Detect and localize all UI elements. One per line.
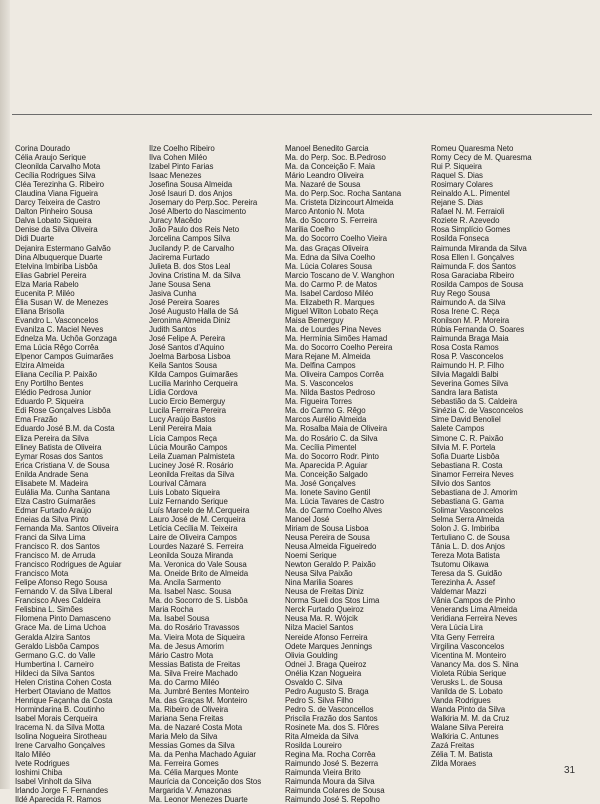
name-entry: Eliney Batista de Oliveira [15, 442, 102, 452]
name-entry: Ma. Figueira Torres [285, 397, 352, 407]
name-entry: José Augusto Halla de Sá [149, 306, 239, 316]
name-entry: Eulália Ma. Cunha Santana [15, 487, 110, 497]
name-entry: Ronilson M. P. Moreira [431, 315, 510, 325]
name-entry: Francisco Rodrigues de Aguiar [15, 560, 122, 570]
name-entry: Ma. da Penha Machado Aguiar [149, 750, 256, 760]
name-entry: Rosa Simplício Gomes [431, 225, 511, 235]
name-entry: Henrique Façanha da Costa [15, 695, 113, 705]
name-entry: Veridiana Ferreira Neves [431, 614, 518, 624]
name-entry: Vanda Rodrigues [431, 695, 491, 705]
name-entry: Raimundo José S. Repolho [285, 795, 380, 804]
name-entry: Raimundo José S. Bezerra [285, 759, 379, 769]
name-entry: Tereza Mota Batista [431, 551, 500, 561]
name-entry: Hormindarina B. Coutinho [15, 704, 105, 714]
name-entry: Severina Gomes Silva [431, 379, 509, 389]
name-entry: Ma. Vieira Mota de Siqueira [149, 632, 245, 642]
name-entry: Sandra Iara Batista [431, 388, 498, 398]
name-entry: Sebastiana G. Gama [431, 496, 504, 506]
name-entry: Newton Geraldo P. Paixão [285, 560, 376, 570]
name-entry: Ma. Leonor Menezes Duarte [149, 795, 248, 804]
name-entry: Ema Lúcia Rêgo Corrêa [15, 343, 99, 353]
name-entry: Izabel Pinto Farias [149, 162, 214, 172]
name-entry: Maria Melo da Silva [149, 732, 218, 742]
name-entry: Marilia Coelho [285, 225, 335, 235]
name-entry: Corina Dourado [15, 144, 71, 153]
name-entry: Germano G.C. do Valle [15, 650, 96, 660]
name-entry: Valdemar Mazzi [431, 587, 487, 597]
name-entry: Noemi Serique [285, 551, 337, 561]
name-entry: Jovina Cristina M. da Silva [149, 270, 241, 280]
name-entry: Silvia M. F. Portela [431, 442, 496, 452]
name-entry: Ma. Veronica do Vale Sousa [149, 560, 247, 570]
name-entry: Ma. do Carmo Miléo [149, 677, 220, 687]
name-entry: Violeta Rúbia Serique [431, 668, 507, 678]
name-entry: Jacirema Furtado [149, 252, 210, 262]
name-entry: Elza Castro Guimarães [15, 496, 96, 506]
name-entry: Zazá Freitas [431, 741, 475, 751]
name-entry: Rosimary Colares [431, 180, 493, 190]
name-entry: Lucy Araújo Bastos [149, 415, 216, 425]
name-entry: Nerck Furtado Queiroz [285, 605, 364, 615]
name-entry: Francisco Alves Caldeira [15, 596, 101, 606]
name-entry: Irene Carvalho Gonçalves [15, 741, 106, 751]
name-entry: Vera Lúcia Lira [431, 623, 483, 633]
name-entry: Élia Susan W. de Menezes [15, 297, 109, 307]
name-entry: Odnei J. Braga Queiroz [285, 659, 367, 669]
name-entry: Ma. de Jesus Amorim [149, 641, 224, 651]
name-entry: Rui P. Siqueira [431, 162, 482, 172]
name-entry: Judith Santos [149, 324, 197, 334]
name-entry: Maisa Bemerguy [285, 315, 344, 325]
name-entry: Jorcelina Campos Silva [149, 234, 231, 244]
name-entry: Mara Rejane M. Almeida [285, 352, 371, 362]
name-entry: Cecília Rodrigues Silva [15, 171, 96, 181]
name-entry: Etelvina Imbiriba Lisbôa [15, 261, 98, 271]
name-entry: Evanilza C. Maciel Neves [15, 324, 104, 334]
name-column-2 [149, 144, 287, 804]
name-entry: João Paulo dos Reis Neto [149, 225, 240, 235]
name-entry: Helen Cristina Cohen Costa [15, 677, 112, 687]
name-entry: Vanancy Ma. dos S. Nina [431, 659, 519, 669]
name-entry: Maria Rocha [149, 605, 194, 615]
name-entry: Dalva Lobato Siqueira [15, 216, 92, 226]
name-entry: Elza Maria Rabelo [15, 279, 79, 289]
name-entry: Iracema N. da Silva Motta [15, 723, 105, 732]
name-entry: Osvaldo C. Silva [285, 677, 343, 687]
name-entry: Elpenor Campos Guimarães [15, 352, 114, 362]
name-column-4 [431, 144, 569, 768]
name-entry: Rita Almeida da Silva [285, 732, 359, 742]
name-entry: Sime David Benoliel [431, 415, 501, 425]
name-entry: Vanilda de S. Lobato [431, 686, 503, 696]
name-entry: Fernando V. da Silva Liberal [15, 587, 113, 597]
name-entry: Sinézia C. de Vasconcelos [431, 406, 524, 416]
name-entry: Isabel Vinholt da Silva [15, 777, 92, 787]
name-entry: Sebastiana de J. Amorim [431, 487, 518, 497]
name-entry: Miriam de Sousa Lisboa [285, 523, 369, 533]
name-entry: Luciney José R. Rosário [149, 460, 234, 470]
name-entry: Verusks L. de Sousa [431, 677, 503, 687]
name-entry: Ilze Coelho Ribeiro [149, 144, 215, 153]
name-entry: Ma. do Socorro S. Ferreira [285, 216, 378, 226]
name-entry: Enilda Andrade Sena [15, 469, 89, 479]
name-entry: Solon J. G. Imbiriba [431, 523, 500, 533]
name-entry: Rosilda Fonseca [431, 234, 490, 244]
name-entry: Neusa Almeida Figueiredo [285, 542, 377, 552]
name-entry: Tsutomu Oikawa [431, 560, 489, 570]
name-entry: Kilda Campos Guimarães [149, 370, 238, 380]
name-entry: Nereide Afonso Ferreira [285, 632, 368, 642]
page-number: 31 [564, 765, 576, 776]
name-entry: Vita Geny Ferreira [431, 632, 495, 642]
name-entry: Ma. Delfina Campos [285, 361, 356, 371]
name-entry: Eliana Brisolla [15, 306, 65, 316]
name-entry: Ma. Aparecida P. Aguiar [285, 460, 368, 470]
name-entry: Francisco Mota [15, 569, 69, 579]
name-entry: Ma. Oneide Brito de Almeida [149, 569, 249, 579]
name-entry: Juracy Macêdo [149, 216, 202, 226]
name-entry: Letícia Cecília M. Teixeira [149, 523, 238, 533]
name-entry: Raimunda Miranda da Silva [431, 243, 527, 253]
name-entry: Ma. Lúcia Colares Sousa [285, 261, 373, 271]
name-entry: Lourdes Nazaré S. Ferreira [149, 542, 244, 552]
name-entry: Lucila Ferreira Pereira [149, 406, 226, 416]
name-entry: Margarida V. Amazonas [149, 786, 232, 796]
name-entry: Elisabete M. Madeira [15, 478, 89, 488]
name-entry: Francisco R. dos Santos [15, 542, 100, 552]
name-entry: Ma. Nazaré de Sousa [285, 180, 361, 190]
name-entry: Lourival Câmara [149, 478, 207, 488]
name-entry: José Alberto do Nascimento [149, 207, 246, 217]
name-entry: Eymar Rosas dos Santos [15, 451, 103, 461]
name-entry: Rafael N. M. Ferraioli [431, 207, 505, 217]
name-entry: Humbertina I. Carneiro [15, 659, 94, 669]
name-entry: Ma. Rosalba Maia de Oliveira [285, 424, 388, 434]
name-entry: Marcos Aurélio Almeida [285, 415, 367, 425]
name-entry: Filomena Pinto Damasceno [15, 614, 111, 624]
name-entry: Denise da Silva Oliveira [15, 225, 98, 235]
name-entry: Ma. do Rosário Travassos [149, 623, 240, 633]
name-entry: Jeronima Almeida Diniz [149, 315, 231, 325]
name-entry: José Felipe A. Pereira [149, 333, 226, 343]
name-entry: Edi Rose Gonçalves Lisbôa [15, 406, 111, 416]
name-entry: Mário Leandro Oliveira [285, 171, 364, 181]
name-entry: Zilda Moraes [431, 759, 477, 769]
name-entry: Ma. Ionete Savino Gentil [285, 487, 371, 497]
name-entry: Rosilda Campos de Sousa [431, 279, 524, 289]
name-entry: Felisbina L. Simões [15, 605, 83, 615]
name-entry: Eduardo P. Siqueira [15, 397, 84, 407]
name-entry: Eliza Pereira da Silva [15, 433, 89, 443]
name-entry: Darcy Teixeira de Castro [15, 198, 101, 208]
name-entry: Josefina Sousa Almeida [149, 180, 233, 190]
name-entry: Miguel Wilton Lobato Reça [285, 306, 379, 316]
name-entry: Eny Portilho Bentes [15, 379, 84, 389]
name-entry: Ma. Célia Marques Monte [149, 768, 239, 778]
name-entry: Raimunda Colares de Sousa [285, 786, 385, 796]
name-entry: Sinamor Ferreira Neves [431, 469, 514, 479]
name-entry: Zélia T. M. Batista [431, 750, 493, 760]
name-entry: José Santos d'Aquino [149, 343, 225, 353]
name-entry: José Isauri D. dos Anjos [149, 189, 233, 199]
name-entry: Célia Araujo Serique [15, 153, 86, 163]
name-entry: Lucilia Marinho Cerqueira [149, 379, 238, 389]
name-entry: Ma. Oliveira Campos Corrêa [285, 370, 384, 380]
name-entry: Ma. Cristeta Dizincourt Almeida [285, 198, 394, 208]
name-entry: Rosa Garaciaba Ribeiro [431, 270, 515, 280]
name-entry: Messias Batista de Freitas [149, 659, 241, 669]
name-entry: Roziete R. Azevedo [431, 216, 500, 226]
name-entry: Solimar Vasconcelos [431, 505, 504, 515]
name-entry: Sebastiana R. Costa [431, 460, 503, 470]
name-entry: Virgilina Vasconcelos [431, 641, 505, 651]
name-entry: José Pereira Soares [149, 297, 220, 307]
name-entry: Ma. da Conceição F. Maia [285, 162, 376, 172]
name-entry: Marcio Toscano de V. Wanghon [285, 270, 395, 280]
name-entry: Ilva Cohen Miléo [149, 153, 207, 163]
name-entry: Neusa de Freitas Diniz [285, 587, 364, 597]
name-entry: Lucio Ercio Bemerguy [149, 397, 226, 407]
name-entry: Sofia Duarte Lisbôa [431, 451, 500, 461]
name-entry: Herbert Otaviano de Mattos [15, 686, 111, 696]
name-entry: Ma. Hermínia Simões Hamad [285, 333, 388, 343]
name-entry: Ma. do Rosário C. da Silva [285, 433, 378, 443]
name-entry: Joelma Barbosa Lisboa [149, 352, 231, 362]
name-entry: Ma. Jumbré Bentes Monteiro [149, 686, 250, 696]
name-entry: Cleonilda Carvalho Mota [15, 162, 101, 172]
name-entry: Raimunda Braga Maia [431, 333, 509, 343]
name-entry: Ma. Conceição Salgado [285, 469, 368, 479]
name-entry: Ma. Lúcia Tavares de Castro [285, 496, 384, 506]
name-entry: Pedro S. Silva Filho [285, 695, 354, 705]
name-entry: Ma. Ancila Sarmento [149, 578, 221, 588]
name-entry: Irlando Jorge F. Fernandes [15, 786, 109, 796]
name-entry: Ma. do Carmo G. Rêgo [285, 406, 366, 416]
name-entry: Ma. do Socorro de S. Lisbôa [149, 596, 248, 606]
name-entry: Mariana Sena Freitas [149, 713, 224, 723]
name-entry: Teresa da S. Guidão [431, 569, 502, 579]
name-entry: Keila Santos Sousa [149, 361, 217, 371]
name-entry: Ma. do Socorro Coelho Vieira [285, 234, 387, 244]
name-entry: Tertuliano C. de Sousa [431, 533, 510, 543]
name-entry: Olivia Goulding [285, 650, 338, 660]
name-entry: Regina Ma. Rocha Corrêa [285, 750, 376, 760]
name-entry: Luiz Fernando Serique [149, 496, 228, 506]
name-entry: Ma. Ferreira Gomes [149, 759, 219, 769]
name-entry: Rosinete Ma. dos S. Flôres [285, 723, 379, 732]
name-entry: Ma. Ribeiro de Oliveira [149, 704, 229, 714]
name-entry: Venerands Lima Almeida [431, 605, 518, 615]
name-entry: Hildeci da Silva Santos [15, 668, 95, 678]
name-entry: Lenil Pereira Maia [149, 424, 212, 434]
name-entry: Raquel S. Dias [431, 171, 483, 181]
name-entry: Ma. do Socorro Rodr. Pinto [285, 451, 379, 461]
name-entry: Elias Gabriel Pereira [15, 270, 87, 280]
name-entry: Eucenita P. Miléo [15, 288, 75, 298]
name-entry: Elédio Pedrosa Junior [15, 388, 92, 398]
name-entry: Ma. do Perp.Soc. Rocha Santana [285, 189, 402, 199]
name-entry: Romy Cecy de M. Quaresma [431, 153, 532, 163]
name-entry: Ma. de Lourdes Pina Neves [285, 324, 382, 334]
name-entry: Terezinha A. Assef [431, 578, 496, 588]
name-entry: Raimundo H. P. Filho [431, 361, 504, 371]
name-entry: Josemary do Perp.Soc. Pereira [149, 198, 258, 208]
name-entry: Ma. José Gonçalves [285, 478, 356, 488]
name-entry: Lauro José de M. Cerqueira [149, 514, 246, 524]
name-entry: Ma. do Carmo Coelho Alves [285, 505, 382, 515]
name-entry: Rúbia Fernanda O. Soares [431, 324, 525, 334]
name-entry: Silvio dos Santos [431, 478, 491, 488]
name-entry: Silvia Magaldi Balbi [431, 370, 499, 380]
name-entry: Leila Zuaman Palmisteta [149, 451, 235, 461]
name-entry: Felipe Afonso Rego Sousa [15, 578, 108, 588]
name-entry: Ildé Aparecida R. Ramos [15, 795, 102, 804]
name-entry: Norma Sueli dos Stos Lima [285, 596, 380, 606]
name-entry: Nilza Maciel Santos [285, 623, 354, 633]
name-entry: Tânia L. D. dos Anjos [431, 542, 505, 552]
name-entry: Ma. Isabel Cardoso Miléo [285, 288, 374, 298]
name-entry: Francisco M. de Arruda [15, 551, 96, 561]
name-entry: Ema Frazão [15, 415, 58, 425]
name-entry: Didi Duarte [15, 234, 54, 244]
name-entry: Dina Albuquerque Duarte [15, 252, 103, 262]
name-entry: Raimundo A. da Silva [431, 297, 506, 307]
name-entry: Neusa Pereira de Sousa [285, 533, 370, 543]
name-entry: Eneias da Silva Pinto [15, 514, 89, 524]
name-entry: Geralda Alzira Santos [15, 632, 91, 642]
name-entry: Nina Marilia Soares [285, 578, 353, 588]
name-entry: Isolina Nogueira Sirotheau [15, 732, 107, 742]
name-entry: Jane Sousa Sena [149, 279, 211, 289]
name-entry: Ma. Isabel Sousa [149, 614, 210, 624]
name-entry: Ma. S. Vasconcelos [285, 379, 354, 389]
name-entry: Ma. Nilda Bastos Pedroso [285, 388, 376, 398]
name-entry: Lídia Cordova [149, 388, 198, 398]
name-entry: Elzira Almeida [15, 361, 65, 371]
name-entry: Walkiria M. M. da Cruz [431, 713, 510, 723]
name-entry: Dejanira Estermano Galvão [15, 243, 111, 253]
name-entry: Neusa Ma. R. Wójcik [285, 614, 358, 624]
name-entry: Lícia Campos Reça [149, 433, 218, 443]
name-entry: Sebastião da S. Caldeira [431, 397, 518, 407]
name-entry: Ma. do Perp. Soc. B.Pedroso [285, 153, 386, 163]
name-entry: Ivete Rodrigues [15, 759, 70, 769]
name-entry: Reinaldo A.L. Pimentel [431, 189, 510, 199]
name-entry: Ioshimi Chiba [15, 768, 63, 778]
name-entry: Laire de Oliveira Campos [149, 533, 237, 543]
name-entry: Walkiria C. Antunes [431, 732, 499, 742]
name-entry: Mário Castro Mota [149, 650, 214, 660]
name-entry: Manoel José [285, 514, 330, 524]
name-entry: Ednelza Ma. Uchôa Gonzaga [15, 333, 117, 343]
name-entry: Leonilda Freitas da Silva [149, 469, 235, 479]
name-entry: Ma. Edna da Silva Coelho [285, 252, 376, 262]
name-entry: Marco Antonio N. Mota [285, 207, 365, 217]
name-column-1 [15, 144, 153, 804]
name-entry: Ma. das Graças Oliveira [285, 243, 369, 253]
name-entry: Dalton Pinheiro Sousa [15, 207, 93, 217]
name-entry: Cléa Terezinha G. Ribeiro [15, 180, 104, 190]
name-entry: Pedro Augusto S. Braga [285, 686, 369, 696]
name-entry: Ma. Cecília Pimentel [285, 442, 357, 452]
name-entry: Jasiva Cunha [149, 288, 197, 298]
name-entry: Eliana Cecília P. Paixão [15, 370, 97, 380]
name-entry: Ma. Silva Freire Machado [149, 668, 238, 678]
name-entry: Selma Serra Almeida [431, 514, 505, 524]
name-entry: Lúcia Mourão Campos [149, 442, 228, 452]
name-entry: Rosa Irene C. Reça [431, 306, 500, 316]
name-entry: Ma. Isabel Nasc. Sousa [149, 587, 232, 597]
name-entry: Edmar Furtado Araújo [15, 505, 92, 515]
name-entry: Isaac Menezes [149, 171, 202, 181]
name-entry: Rosa Ellen I. Gonçalves [431, 252, 515, 262]
name-entry: Romeu Quaresma Neto [431, 144, 514, 153]
name-entry: Pedro S. de Vasconcellos [285, 704, 374, 714]
name-entry: Ma. das Graças M. Monteiro [149, 695, 248, 705]
name-entry: Wanda Pinto da Silva [431, 704, 506, 714]
name-entry: Claudina Viana Figueira [15, 189, 98, 199]
name-entry: Ma. Elizabeth R. Marques [285, 297, 375, 307]
name-entry: Ma. do Carmo P. de Matos [285, 279, 378, 289]
name-entry: Messias Gomes da Silva [149, 741, 235, 751]
name-entry: Julieta B. dos Stos Leal [149, 261, 231, 271]
name-entry: Grace Ma. de Lima Uchoa [15, 623, 106, 633]
name-entry: Fernanda Ma. Santos Oliveira [15, 523, 119, 533]
name-entry: Luis Lobato Siqueira [149, 487, 220, 497]
name-entry: Onélia Kzan Nogueira [285, 668, 362, 678]
name-entry: Rosa Costa Ramos [431, 343, 499, 353]
name-entry: Eduardo José B.M. da Costa [15, 424, 115, 434]
name-column-3 [285, 144, 423, 804]
name-entry: Leonilda Souza Miranda [149, 551, 234, 561]
name-entry: Erica Cristiana V. de Sousa [15, 460, 110, 470]
name-entry: Ruy Rego Sousa [431, 288, 490, 298]
name-entry: Franci da Silva Lima [15, 533, 86, 543]
name-entry: Isabel Morais Cerqueira [15, 713, 98, 723]
name-entry: Rosa P. Vasconcelos [431, 352, 504, 362]
name-entry: Vânia Campos de Pinho [431, 596, 516, 606]
name-entry: Ma. de Nazaré Costa Mota [149, 723, 243, 732]
name-entry: Raimunda Vieira Brito [285, 768, 361, 778]
name-entry: Vicentina M. Monteiro [431, 650, 507, 660]
name-entry: Ma. do Socorro Coelho Pereira [285, 343, 393, 353]
name-entry: Rosilda Loureiro [285, 741, 342, 751]
name-entry: Priscila Frazão dos Santos [285, 713, 378, 723]
name-entry: Raimunda F. dos Santos [431, 261, 516, 271]
name-entry: Manoel Benedito Garcia [285, 144, 369, 153]
name-entry: Walane Silva Pereira [431, 723, 504, 732]
name-entry: Odete Marques Jennings [285, 641, 373, 651]
name-entry: Luís Marcelo de M.Cerqueira [149, 505, 250, 515]
name-entry: Maurícia da Conceição dos Stos [149, 777, 262, 787]
name-entry: Raimunda Moura da Silva [285, 777, 375, 787]
name-entry: Simone C. R. Paixão [431, 433, 504, 443]
name-entry: Jucilandy P. de Carvalho [149, 243, 235, 253]
name-entry: Geraldo Lisbôa Campos [15, 641, 100, 651]
name-entry: Italo Miléo [15, 750, 51, 760]
name-entry: Rejane S. Dias [431, 198, 483, 208]
name-entry: Salete Campos [431, 424, 485, 434]
name-entry: Evandro L. Vasconcelos [15, 315, 99, 325]
name-entry: Neusa Silva Paixão [285, 569, 353, 579]
